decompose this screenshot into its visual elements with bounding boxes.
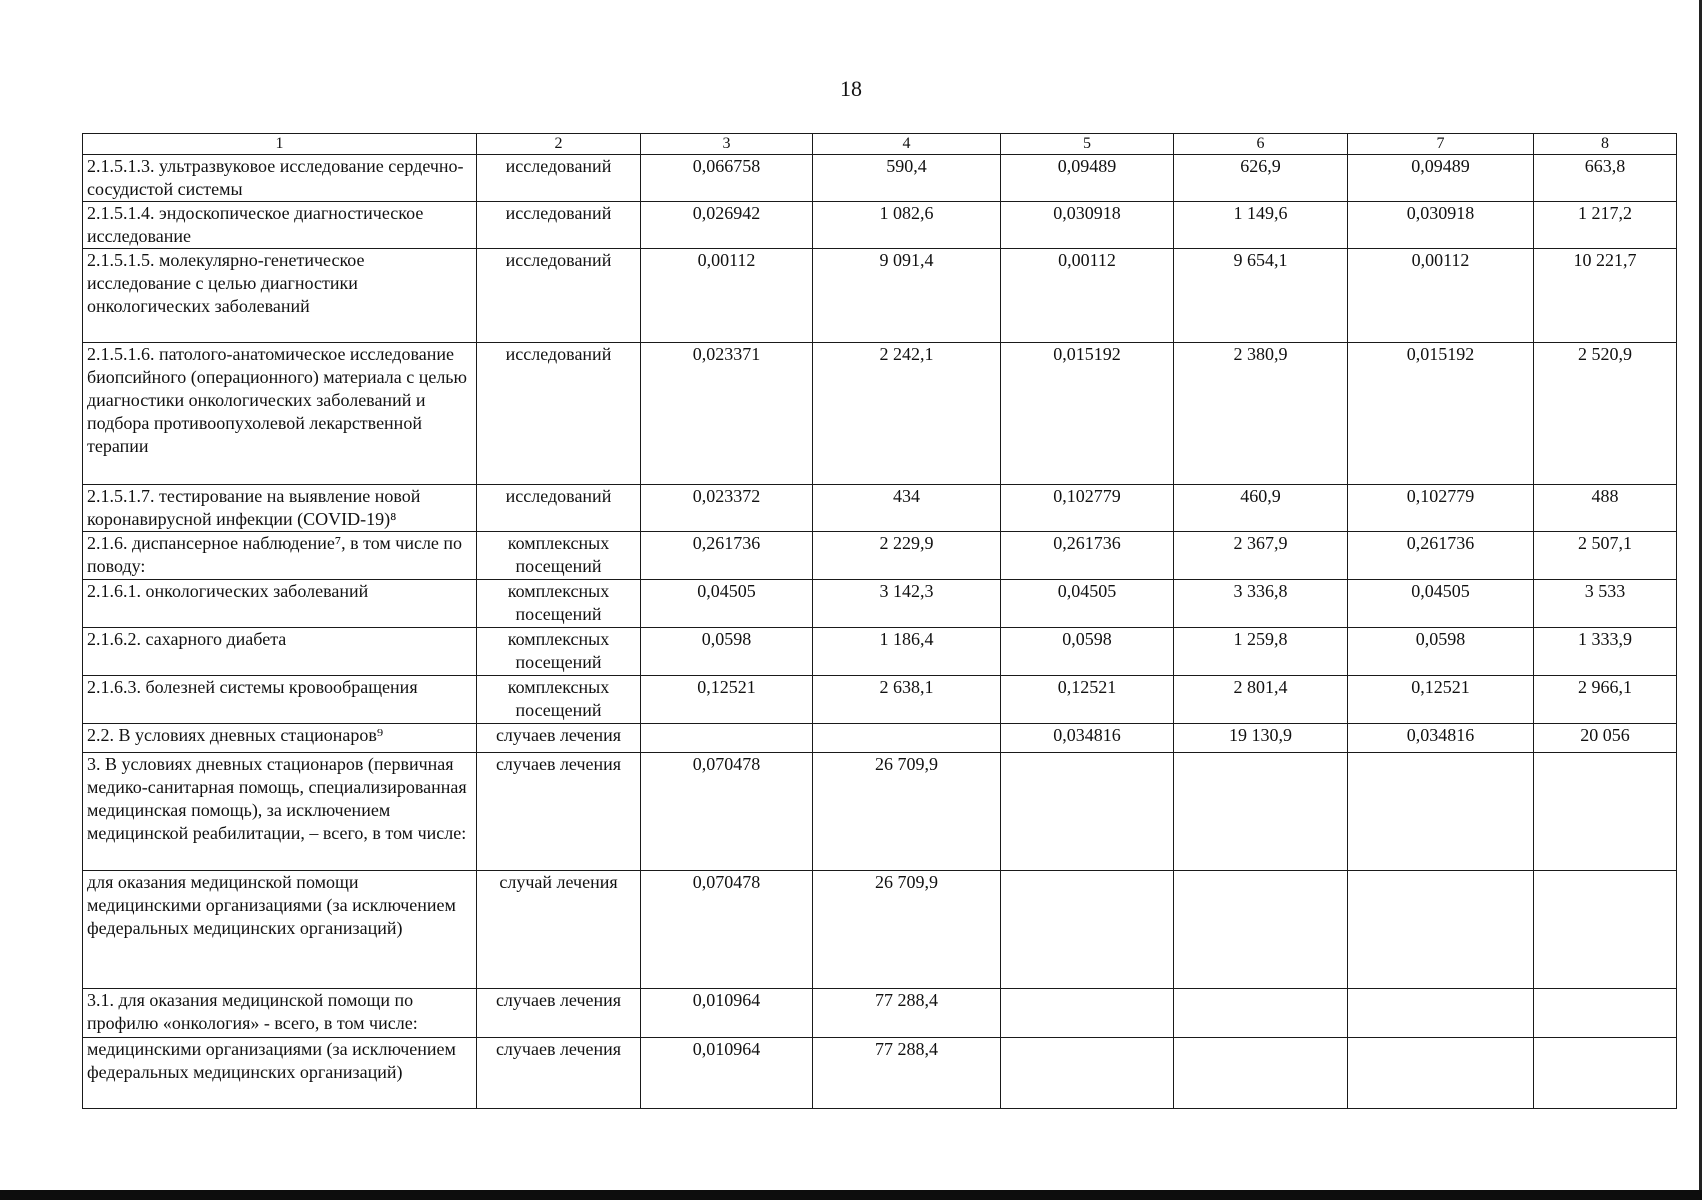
table-row: [83, 249, 1677, 343]
cell-value: [1534, 753, 1677, 871]
cell-value: 2 638,1: [813, 676, 1001, 724]
cell-value: 0,023371: [641, 343, 813, 485]
table-row: [83, 532, 1677, 580]
table-row: [83, 343, 1677, 485]
cell-value: 1 259,8: [1174, 628, 1348, 676]
cell-value: [1001, 871, 1174, 989]
row-unit: комплексных посещений: [477, 532, 641, 580]
table-row: [83, 724, 1677, 753]
cell-value: [1534, 871, 1677, 989]
row-name: медицинскими организациями (за исключением федеральных медицинских организаций): [83, 1038, 477, 1109]
cell-value: 0,070478: [641, 753, 813, 871]
row-unit: исследований: [477, 155, 641, 202]
table-row: [83, 202, 1677, 249]
cell-value: 0,261736: [1348, 532, 1534, 580]
column-header: 5: [1001, 134, 1174, 155]
table-row: [83, 676, 1677, 724]
cell-value: 2 229,9: [813, 532, 1001, 580]
table-row: [83, 871, 1677, 989]
row-name: 2.1.5.1.4. эндоскопическое диагностическое исследование: [83, 202, 477, 249]
cell-value: 0,034816: [1348, 724, 1534, 753]
cell-value: 0,12521: [641, 676, 813, 724]
cell-value: 0,030918: [1001, 202, 1174, 249]
row-unit: случаев лечения: [477, 989, 641, 1038]
cell-value: [1174, 753, 1348, 871]
cell-value: 0,034816: [1001, 724, 1174, 753]
cell-value: 590,4: [813, 155, 1001, 202]
table-row: [83, 155, 1677, 202]
cell-value: [1348, 871, 1534, 989]
cell-value: 2 507,1: [1534, 532, 1677, 580]
cell-value: 0,00112: [1348, 249, 1534, 343]
row-name: 2.1.5.1.3. ультразвуковое исследование сердечно-сосудистой системы: [83, 155, 477, 202]
data-table: [82, 133, 1677, 1109]
cell-value: [813, 724, 1001, 753]
cell-value: [1348, 1038, 1534, 1109]
row-name: 3.1. для оказания медицинской помощи по профилю «онкология» - всего, в том числе:: [83, 989, 477, 1038]
row-unit: случаев лечения: [477, 753, 641, 871]
page-number: 18: [840, 76, 862, 101]
table-header-row: [83, 134, 1677, 155]
cell-value: [1348, 989, 1534, 1038]
cell-value: 1 082,6: [813, 202, 1001, 249]
cell-value: 2 801,4: [1174, 676, 1348, 724]
cell-value: 2 367,9: [1174, 532, 1348, 580]
cell-value: 0,070478: [641, 871, 813, 989]
row-unit: комплексных посещений: [477, 628, 641, 676]
row-unit: случаев лечения: [477, 1038, 641, 1109]
cell-value: 2 966,1: [1534, 676, 1677, 724]
table-row: [83, 580, 1677, 628]
column-header: 4: [813, 134, 1001, 155]
cell-value: 2 242,1: [813, 343, 1001, 485]
cell-value: 2 520,9: [1534, 343, 1677, 485]
cell-value: [1174, 989, 1348, 1038]
cell-value: 3 336,8: [1174, 580, 1348, 628]
cell-value: 10 221,7: [1534, 249, 1677, 343]
cell-value: [1348, 753, 1534, 871]
column-header: 6: [1174, 134, 1348, 155]
cell-value: 0,12521: [1348, 676, 1534, 724]
table-row: [83, 485, 1677, 532]
cell-value: 0,261736: [1001, 532, 1174, 580]
cell-value: 3 142,3: [813, 580, 1001, 628]
row-name: 2.1.5.1.6. патолого-анатомическое исследование биопсийного (операционного) материала с целью диагностики онкологических заболеваний и подбора противоопухолевой лекарственной терапии: [83, 343, 477, 485]
cell-value: 0,066758: [641, 155, 813, 202]
row-unit: исследований: [477, 343, 641, 485]
cell-value: 0,09489: [1348, 155, 1534, 202]
cell-value: 0,00112: [1001, 249, 1174, 343]
cell-value: 9 091,4: [813, 249, 1001, 343]
cell-value: 77 288,4: [813, 989, 1001, 1038]
cell-value: 26 709,9: [813, 753, 1001, 871]
cell-value: 0,0598: [1001, 628, 1174, 676]
row-name: 2.1.5.1.7. тестирование на выявление новой коронавирусной инфекции (COVID-19)⁸: [83, 485, 477, 532]
row-name: для оказания медицинской помощи медицинскими организациями (за исключением федеральных медицинских организаций): [83, 871, 477, 989]
cell-value: 0,010964: [641, 1038, 813, 1109]
row-name: 2.1.6.2. сахарного диабета: [83, 628, 477, 676]
cell-value: 0,04505: [1001, 580, 1174, 628]
table-row: [83, 989, 1677, 1038]
row-unit: комплексных посещений: [477, 580, 641, 628]
row-unit: исследований: [477, 249, 641, 343]
cell-value: 0,04505: [641, 580, 813, 628]
cell-value: 1 186,4: [813, 628, 1001, 676]
scan-edge-bottom: [0, 1190, 1702, 1200]
row-unit: исследований: [477, 485, 641, 532]
cell-value: 0,00112: [641, 249, 813, 343]
cell-value: 663,8: [1534, 155, 1677, 202]
cell-value: 1 149,6: [1174, 202, 1348, 249]
cell-value: 0,0598: [641, 628, 813, 676]
cell-value: [1174, 1038, 1348, 1109]
row-unit: случаев лечения: [477, 724, 641, 753]
cell-value: 3 533: [1534, 580, 1677, 628]
cell-value: [1534, 1038, 1677, 1109]
cell-value: 460,9: [1174, 485, 1348, 532]
cell-value: 434: [813, 485, 1001, 532]
cell-value: 488: [1534, 485, 1677, 532]
cell-value: 77 288,4: [813, 1038, 1001, 1109]
table-row: [83, 753, 1677, 871]
row-unit: случай лечения: [477, 871, 641, 989]
row-unit: комплексных посещений: [477, 676, 641, 724]
table-row: [83, 628, 1677, 676]
cell-value: 2 380,9: [1174, 343, 1348, 485]
column-header: 2: [477, 134, 641, 155]
cell-value: 626,9: [1174, 155, 1348, 202]
row-name: 3. В условиях дневных стационаров (первичная медико-санитарная помощь, специализированная медицинская помощь), за исключением медицинской реабилитации, – всего, в том числе:: [83, 753, 477, 871]
cell-value: 0,102779: [1001, 485, 1174, 532]
cell-value: [1001, 1038, 1174, 1109]
cell-value: [1534, 989, 1677, 1038]
cell-value: 0,04505: [1348, 580, 1534, 628]
cell-value: 0,261736: [641, 532, 813, 580]
cell-value: 9 654,1: [1174, 249, 1348, 343]
cell-value: 0,010964: [641, 989, 813, 1038]
cell-value: 1 217,2: [1534, 202, 1677, 249]
cell-value: [1174, 871, 1348, 989]
cell-value: 0,0598: [1348, 628, 1534, 676]
cell-value: [1001, 753, 1174, 871]
column-header: 3: [641, 134, 813, 155]
row-name: 2.1.6. диспансерное наблюдение⁷, в том числе по поводу:: [83, 532, 477, 580]
cell-value: [1001, 989, 1174, 1038]
cell-value: 26 709,9: [813, 871, 1001, 989]
cell-value: 20 056: [1534, 724, 1677, 753]
cell-value: 0,09489: [1001, 155, 1174, 202]
column-header: 8: [1534, 134, 1677, 155]
cell-value: [641, 724, 813, 753]
cell-value: 0,015192: [1001, 343, 1174, 485]
row-name: 2.1.6.1. онкологических заболеваний: [83, 580, 477, 628]
cell-value: 0,015192: [1348, 343, 1534, 485]
cell-value: 0,102779: [1348, 485, 1534, 532]
cell-value: 0,023372: [641, 485, 813, 532]
table-row: [83, 1038, 1677, 1109]
row-unit: исследований: [477, 202, 641, 249]
row-name: 2.2. В условиях дневных стационаров⁹: [83, 724, 477, 753]
cell-value: 0,030918: [1348, 202, 1534, 249]
row-name: 2.1.5.1.5. молекулярно-генетическое исследование с целью диагностики онкологических заболеваний: [83, 249, 477, 343]
cell-value: 0,026942: [641, 202, 813, 249]
row-name: 2.1.6.3. болезней системы кровообращения: [83, 676, 477, 724]
cell-value: 0,12521: [1001, 676, 1174, 724]
cell-value: 19 130,9: [1174, 724, 1348, 753]
column-header: 7: [1348, 134, 1534, 155]
cell-value: 1 333,9: [1534, 628, 1677, 676]
column-header: 1: [83, 134, 477, 155]
